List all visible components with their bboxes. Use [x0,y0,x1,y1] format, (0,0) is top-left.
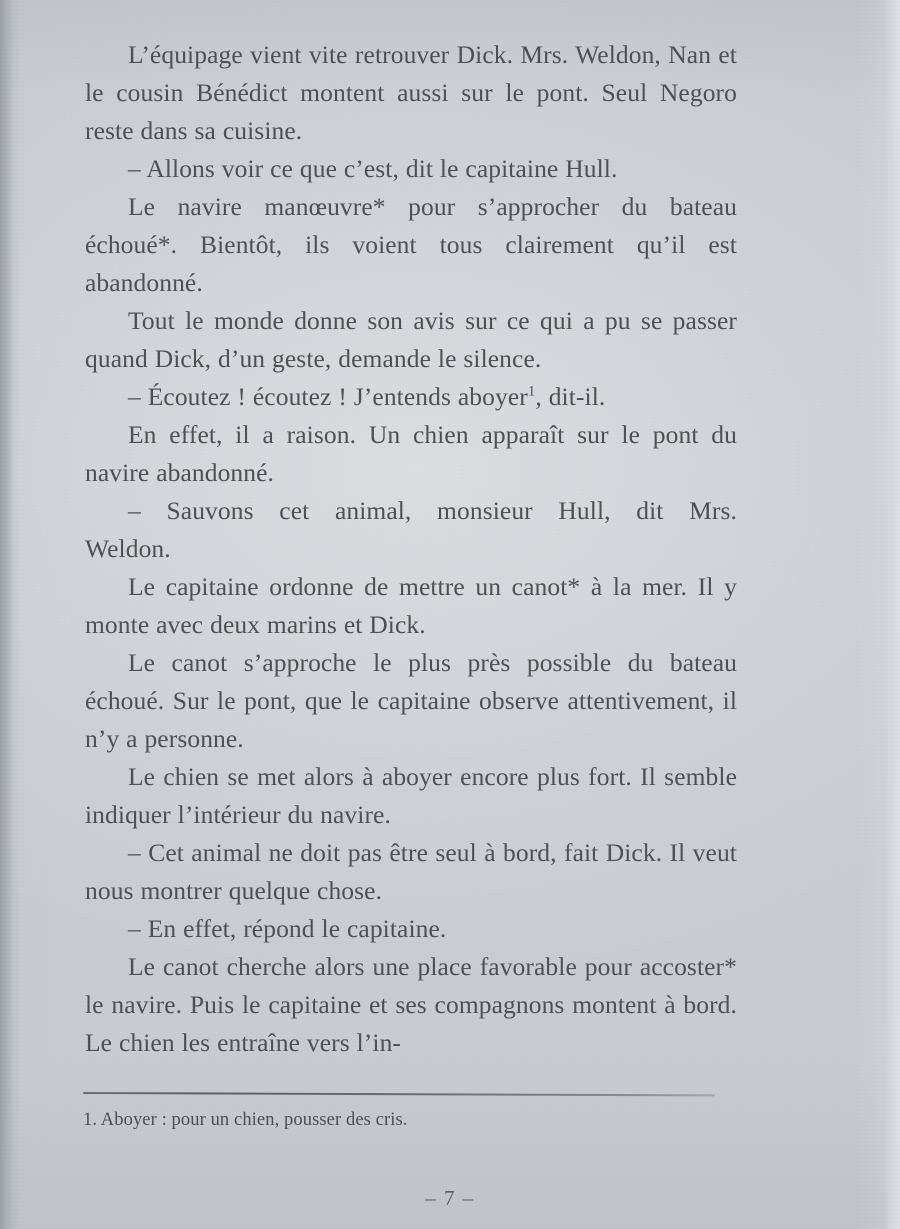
footnote-separator-rule [83,1092,715,1096]
paragraph: Le navire manœuvre* pour s’approcher du bateau échoué*. Bientôt, ils voient tous clairement qu’il est abandonné. [85,192,737,297]
paper-right-edge [884,0,900,1229]
body-text-column [85,36,737,1062]
paragraph-text-after-footnote-ref: , dit-il. [535,382,606,411]
paragraph-text-before-footnote-ref: – Écoutez ! écoutez ! J’entends aboyer [128,382,528,411]
paragraph-dialogue: – Sauvons cet animal, monsieur Hull, dit Mrs. Weldon. [85,496,737,563]
paragraph: Tout le monde donne son avis sur ce qui a pu se passer quand Dick, d’un geste, demande le silence. [85,306,737,373]
footnote-reference-marker: 1 [527,383,536,400]
paragraph: Le chien se met alors à aboyer encore plus fort. Il semble indiquer l’intérieur du navire. [85,762,737,829]
paragraph: En effet, il a raison. Un chien apparaît sur le pont du navire abandonné. [85,420,737,487]
paragraph: L’équipage vient vite retrouver Dick. Mrs. Weldon, Nan et le cousin Bénédict montent aussi sur le pont. Seul Negoro reste dans sa cuisine. [85,40,737,145]
paragraph-dialogue: – Cet animal ne doit pas être seul à bord, fait Dick. Il veut nous montrer quelque chose. [85,838,737,905]
paragraph: Le capitaine ordonne de mettre un canot* à la mer. Il y monte avec deux marins et Dick. [85,572,737,639]
footnote-text: 1. Aboyer : pour un chien, pousser des cris. [83,1110,408,1130]
paragraph-with-footnote-ref [85,378,737,416]
paragraph-dialogue: – En effet, répond le capitaine. [128,914,447,943]
paragraph: Le canot s’approche le plus près possible du bateau échoué. Sur le pont, que le capitaine observe attentivement, il n’y a personne. [85,648,737,753]
footnote-area [83,1092,717,1132]
paragraph-continued-next-page: Le canot cherche alors une place favorable pour accoster* le navire. Puis le capitaine et ses compagnons montent à bord. Le chien les entraîne vers l’in- [85,952,737,1057]
paragraph-dialogue: – Allons voir ce que c’est, dit le capitaine Hull. [128,154,618,183]
page-number: – 7 – [425,1186,475,1210]
binding-gutter-shadow [0,0,13,1229]
